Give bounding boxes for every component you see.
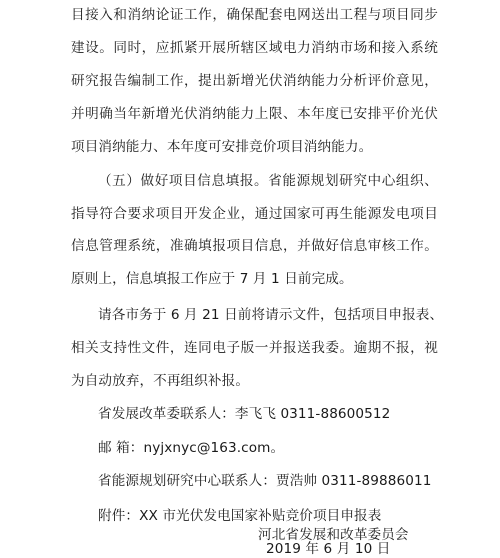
attachment-line: 附件：XX 市光伏发电国家补贴竞价项目申报表 bbox=[98, 508, 382, 524]
paragraph-1-line-4: 并明确当年新增光伏消纳能力上限、本年度已安排平价光伏 bbox=[71, 106, 438, 122]
ndrc-contact: 省发展改革委联系人：李飞飞 0311-88600512 bbox=[98, 406, 391, 422]
energy-center-contact: 省能源规划研究中心联系人：贾浩帅 0311-89886011 bbox=[98, 473, 432, 489]
paragraph-3-line-3: 为自动放弃，不再组织补报。 bbox=[71, 373, 250, 389]
paragraph-1-line-3: 研究报告编制工作，提出新增光伏消纳能力分析评价意见， bbox=[71, 73, 438, 89]
paragraph-3-line-1: 请各市务于 6 月 21 日前将请示文件，包括项目申报表、 bbox=[98, 307, 444, 323]
paragraph-2-line-4: 原则上，信息填报工作应于 7 月 1 日前完成。 bbox=[71, 271, 353, 287]
paragraph-1-line-5: 项目消纳能力、本年度可安排竞价项目消纳能力。 bbox=[71, 139, 373, 155]
issue-date: 2019 年 6 月 10 日 bbox=[266, 541, 391, 557]
paragraph-2-line-2: 指导符合要求项目开发企业，通过国家可再生能源发电项目 bbox=[71, 206, 438, 222]
paragraph-1-line-1: 目接入和消纳论证工作，确保配套电网送出工程与项目同步 bbox=[71, 7, 438, 23]
issuing-organization: 河北省发展和改革委员会 bbox=[258, 527, 409, 543]
paragraph-2-line-1: （五）做好项目信息填报。省能源规划研究中心组织、 bbox=[98, 173, 438, 189]
paragraph-2-line-3: 信息管理系统，准确填报项目信息，并做好信息审核工作。 bbox=[71, 238, 438, 254]
paragraph-3-line-2: 相关支持性文件，连同电子版一并报送我委。逾期不报，视 bbox=[71, 340, 438, 356]
contact-email: 邮 箱：nyjxnyc@163.com。 bbox=[98, 440, 285, 456]
paragraph-1-line-2: 建设。同时，应抓紧开展所辖区域电力消纳市场和接入系统 bbox=[71, 40, 438, 56]
